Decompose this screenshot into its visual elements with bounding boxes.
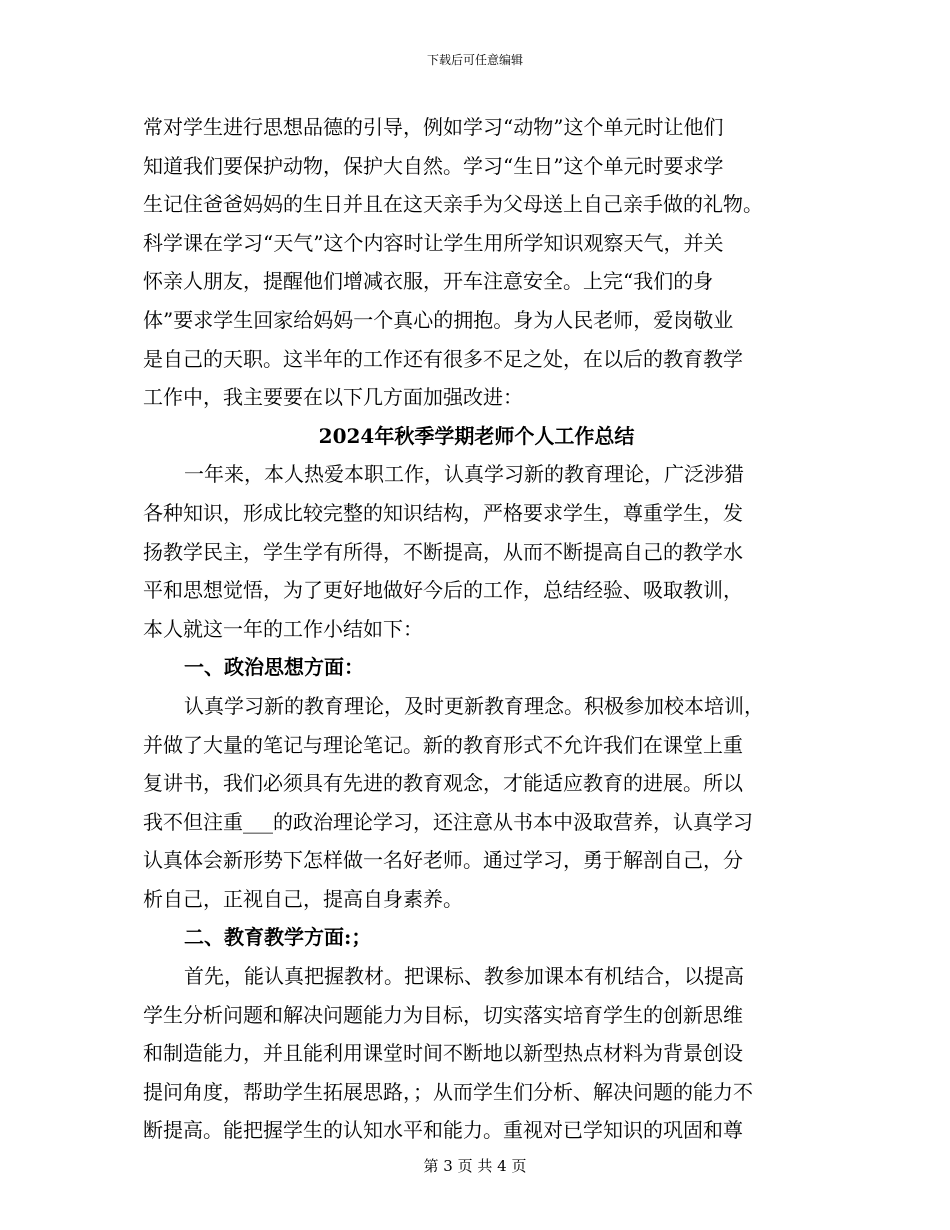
paragraph-line: 扬教学民主，学生学有所得，不断提高，从而不断提高自己的教学水 xyxy=(143,539,743,564)
page-header: 下载后可任意编辑 xyxy=(426,53,523,67)
subheading-political: 一、政治思想方面： xyxy=(184,655,364,680)
paragraph-line: 和制造能力，并且能利用课堂时间不断地以新型热点材料为背景创设 xyxy=(143,1041,743,1066)
paragraph-line: 学生分析问题和解决问题能力为目标，切实落实培育学生的创新思维 xyxy=(143,1002,743,1027)
paragraph-line: 常对学生进行思想品德的引导，例如学习“动物”这个单元时让他们 xyxy=(143,115,724,139)
paragraph-line: 体”要求学生回家给妈妈一个真心的拥抱。身为人民老师，爱岗敬业 xyxy=(143,307,734,332)
document-body xyxy=(143,108,810,1150)
page-number: 第 3 页 共 4 页 xyxy=(423,1157,527,1175)
paragraph-line: 复讲书，我们必须具有先进的教育观念，才能适应教育的进展。所以 xyxy=(143,771,743,796)
paragraph-line: 各种知识，形成比较完整的知识结构，严格要求学生，尊重学生，发 xyxy=(143,500,743,525)
paragraph-line: 析自己，正视自己，提高自身素养。 xyxy=(143,886,463,911)
paragraph-line: 知道我们要保护动物，保护大自然。学习“生日”这个单元时要求学 xyxy=(143,153,724,178)
section-title: 2024年秋季学期老师个人工作总结 xyxy=(318,423,635,448)
paragraph-line: 断提高。能把握学生的认知水平和能力。重视对已学知识的巩固和尊 xyxy=(143,1118,743,1143)
paragraph-line: 并做了大量的笔记与理论笔记。新的教育形式不允许我们在课堂上重 xyxy=(143,732,743,757)
paragraph-line: 是自己的天职。这半年的工作还有很多不足之处，在以后的教育教学 xyxy=(143,346,743,371)
paragraph-line: 首先，能认真把握教材。把课标、教参加课本有机结合，以提高 xyxy=(184,964,744,989)
paragraph-line: 生记住爸爸妈妈的生日并且在这天亲手为父母送上自己亲手做的礼物。 xyxy=(143,192,763,217)
paragraph-line: 认真体会新形势下怎样做一名好老师。通过学习，勇于解剖自己，分 xyxy=(143,848,743,873)
paragraph-line: 工作中，我主要要在以下几方面加强改进： xyxy=(143,385,523,410)
subheading-teaching: 二、教育教学方面:； xyxy=(184,925,372,950)
paragraph-line: 认真学习新的教育理论，及时更新教育理念。积极参加校本培训， xyxy=(184,693,764,718)
paragraph-line: 科学课在学习“天气”这个内容时让学生用所学知识观察天气，并关 xyxy=(143,230,724,255)
paragraph-line: 我不但注重___的政治理论学习，还注意从书本中汲取营养，认真学习 xyxy=(143,809,753,834)
paragraph-line: 本人就这一年的工作小结如下： xyxy=(143,616,423,641)
paragraph-line: 提问角度，帮助学生拓展思路，；从而学生们分析、解决问题的能力不 xyxy=(143,1079,753,1104)
paragraph-line: 一年来，本人热爱本职工作，认真学习新的教育理论，广泛涉猎 xyxy=(184,462,744,487)
paragraph-line: 平和思想觉悟，为了更好地做好今后的工作，总结经验、吸取教训， xyxy=(143,578,743,603)
paragraph-line: 怀亲人朋友，提醒他们增减衣服，开车注意安全。上完“我们的身 xyxy=(143,269,714,294)
